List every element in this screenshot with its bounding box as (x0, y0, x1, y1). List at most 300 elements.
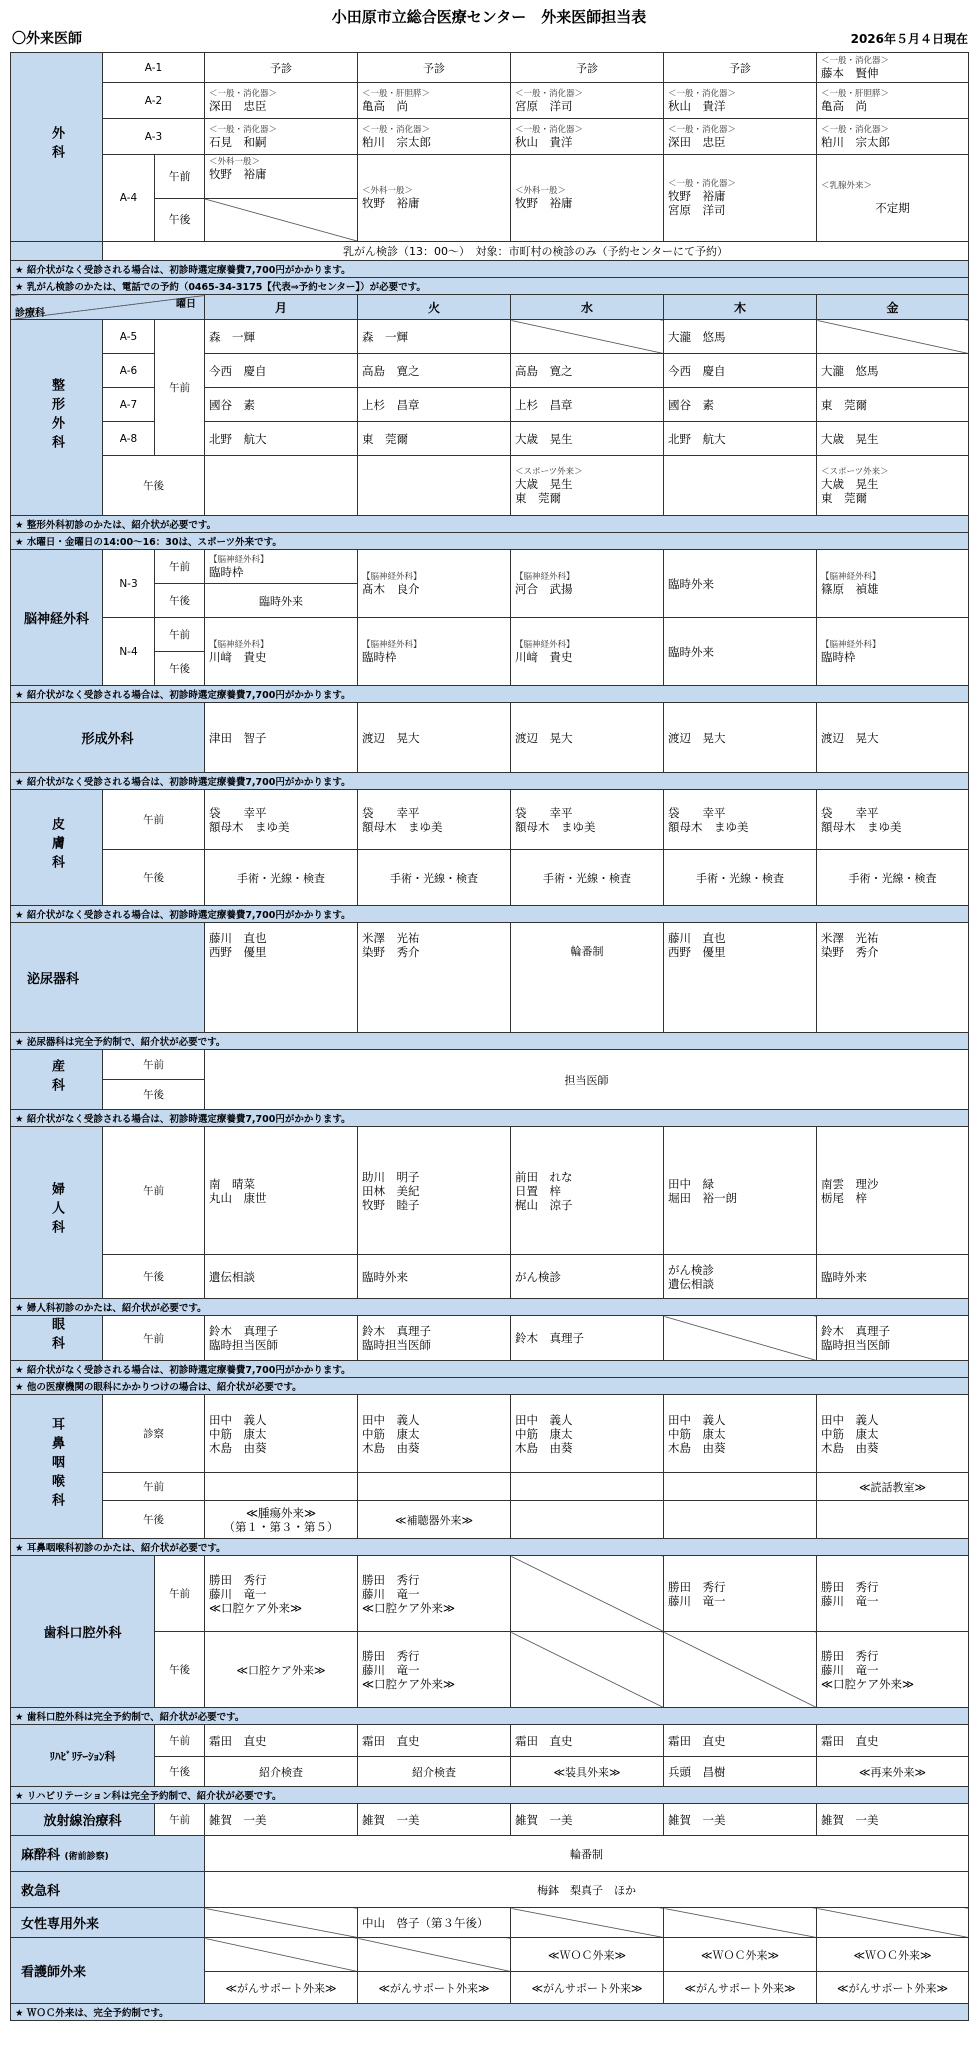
doctor-name: 霜田 直史 (209, 1733, 267, 1748)
doctor-name: 藤川 竜一 (362, 1662, 420, 1677)
doctor-name: 南 晴菜 (209, 1176, 256, 1191)
doctor-name: 今西 慶自 (209, 363, 267, 378)
schedule-cell: ≪ＷＯＣ外来≫ (664, 1938, 817, 1972)
doctor-name: 勝田 秀行 (209, 1572, 267, 1587)
schedule-cell (817, 1804, 969, 1836)
doctor-name: 秋山 貴洋 (668, 98, 726, 113)
specialty-tag: ＜スポーツ外来＞ (515, 466, 583, 477)
schedule-cell (817, 320, 969, 354)
slot-label: A-5 (103, 320, 155, 354)
doctor-name: ≪口腔ケア外来≫ (362, 1600, 456, 1615)
schedule-cell (511, 618, 664, 686)
schedule-cell (664, 83, 817, 119)
schedule-cell (664, 618, 817, 686)
table-row (11, 83, 969, 119)
dept-label: 脳神経外科 (11, 550, 103, 686)
schedule-cell (511, 1804, 664, 1836)
note-text: ★ ＷＯＣ外来は、完全予約制です。 (11, 2004, 969, 2021)
schedule-cell (358, 354, 511, 388)
doctor-name: 渡辺 晃大 (668, 730, 726, 745)
specialty-tag: ＜一般・消化器＞ (515, 124, 584, 135)
doctor-name: 宮原 洋司 (668, 203, 726, 217)
schedule-cell (664, 1316, 817, 1361)
schedule-cell: 手術・光線・検査 (664, 850, 817, 906)
doctor-name: 額母木 まゆ美 (362, 819, 443, 834)
doctor-name: 川﨑 貴史 (515, 649, 573, 664)
schedule-cell: 予診 (358, 53, 511, 83)
doctor-name: 中山 啓子（第３午後） (362, 1915, 489, 1930)
schedule-cell (205, 155, 358, 242)
schedule-cell: 手術・光線・検査 (205, 850, 358, 906)
doctor-name: ≪腫瘍外来≫ (245, 1505, 317, 1520)
schedule-cell (664, 1473, 817, 1501)
slot-label: 午前 (103, 790, 205, 850)
note-text: ★ 紹介状がなく受診される場合は、初診時選定療養費7,700円がかかります。 (11, 261, 969, 278)
doctor-name: 大歳 晃生 (821, 476, 879, 491)
slot-label: 午後 (155, 652, 205, 686)
doctor-name: 袋 幸平 (362, 805, 420, 820)
schedule-cell (358, 1473, 511, 1501)
slot-label: A-2 (103, 83, 205, 119)
doctor-name: 津田 智子 (209, 730, 267, 745)
doctor-name: 栃尾 梓 (821, 1190, 868, 1205)
doctor-name: 深田 忠臣 (209, 98, 267, 113)
doctor-name: 川﨑 貴史 (209, 649, 267, 664)
doctor-name: 臨時外来 (362, 1269, 409, 1284)
schedule-cell: ≪がんサポート外来≫ (205, 1972, 358, 2004)
doctor-name: 袋 幸平 (821, 805, 879, 820)
doctor-name: 臨時担当医師 (209, 1338, 279, 1352)
doctor-name: 國谷 素 (668, 397, 715, 412)
slot-label: 午後 (103, 850, 205, 906)
schedule-cell (664, 1757, 817, 1787)
schedule-cell (511, 1632, 664, 1708)
doctor-name: 大歳 晃生 (821, 431, 879, 446)
schedule-cell (511, 1556, 664, 1632)
schedule-cell: ≪がんサポート外来≫ (511, 1972, 664, 2004)
doctor-name: 田中 義人 (515, 1412, 573, 1427)
doctor-name: がん検診 (668, 1262, 715, 1277)
doctor-name: 今西 慶自 (668, 363, 726, 378)
note-text: ★ 乳がん検診のかたは、電話での予約（0465-34-3175【代表⇒予約センター】）が必要です。 (11, 278, 969, 295)
day-header: 水 (511, 295, 664, 320)
slot-label: 午前 (103, 1316, 205, 1361)
doctor-name: （第１・第３・第５） (223, 1519, 339, 1534)
slot-label: 午前 (155, 1804, 205, 1836)
doctor-name: 大瀧 悠馬 (821, 363, 879, 378)
note-text: ★ 紹介状がなく受診される場合は、初診時選定療養費7,700円がかかります。 (11, 1110, 969, 1127)
schedule-cell (817, 618, 969, 686)
schedule-cell (817, 155, 969, 242)
doctor-name: 大歳 晃生 (515, 431, 573, 446)
schedule-cell: ≪装具外来≫ (511, 1757, 664, 1787)
day-header: 火 (358, 295, 511, 320)
schedule-cell (358, 119, 511, 155)
schedule-cell (205, 354, 358, 388)
doctor-name: 北野 航大 (668, 431, 726, 446)
schedule-cell (511, 155, 664, 242)
specialty-tag: 【脳神経外科】 (209, 554, 269, 565)
note-text: ★ 整形外科初診のかたは、紹介状が必要です。 (11, 516, 969, 533)
schedule-cell: 輪番制 (205, 1836, 969, 1872)
schedule-cell (511, 1908, 664, 1938)
specialty-tag: 【脳神経外科】 (362, 639, 422, 650)
specialty-tag: ＜一般・消化器＞ (209, 88, 278, 99)
specialty-tag: 【脳神経外科】 (821, 571, 881, 582)
doctor-name: 河合 武揚 (515, 581, 573, 596)
schedule-cell (664, 119, 817, 155)
slot-label: 午前 (103, 1127, 205, 1255)
schedule-cell: ≪がんサポート外来≫ (664, 1972, 817, 2004)
doctor-name: 不定期 (875, 201, 910, 215)
doctor-name: 木島 由葵 (821, 1440, 879, 1455)
schedule-cell: ≪読話教室≫ (817, 1473, 969, 1501)
schedule-cell (511, 320, 664, 354)
schedule-cell (664, 1556, 817, 1632)
schedule-cell (817, 1127, 969, 1255)
schedule-cell (817, 354, 969, 388)
slot-label: 午後 (155, 1757, 205, 1787)
schedule-cell (358, 1316, 511, 1361)
schedule-cell (358, 1938, 511, 1972)
slot-label: A-7 (103, 388, 155, 422)
dept-surgery: 外科 (11, 53, 103, 242)
schedule-cell (205, 1501, 358, 1539)
schedule-cell (205, 1395, 358, 1473)
section-label: 〇外来医師 (12, 31, 82, 47)
specialty-tag: ＜スポーツ外来＞ (821, 466, 889, 477)
doctor-name: 兵頭 昌樹 (668, 1764, 726, 1779)
schedule-cell: 乳がん検診（13：00～） 対象：市町村の検診のみ（予約センターにて予約） (103, 242, 969, 261)
schedule-cell (664, 1632, 817, 1708)
doctor-name: 袋 幸平 (668, 805, 726, 820)
doctor-name: 染野 秀介 (821, 945, 879, 959)
specialty-tag: ＜外科一般＞ (515, 186, 567, 196)
doctor-name: 粕川 宗太郎 (362, 134, 432, 149)
schedule-cell (205, 1556, 358, 1632)
schedule-cell (358, 1908, 511, 1938)
specialty-tag: ＜乳腺外来＞ (821, 181, 873, 191)
schedule-cell: 手術・光線・検査 (817, 850, 969, 906)
schedule-cell (205, 1473, 358, 1501)
doctor-name: 額母木 まゆ美 (668, 819, 749, 834)
doctor-name: 髙木 良介 (362, 581, 420, 596)
dept-label: 皮膚科 (11, 790, 103, 906)
slot-label: 診察 (103, 1395, 205, 1473)
doctor-name: 遺伝相談 (209, 1269, 256, 1284)
doctor-name: 田中 義人 (821, 1412, 879, 1427)
schedule-cell (511, 354, 664, 388)
slot-label: 午後 (155, 584, 205, 618)
doctor-name: 大歳 晃生 (515, 476, 573, 491)
doctor-name: 鈴木 真理子 (209, 1324, 279, 1338)
slot-label: A-4 (103, 155, 155, 242)
schedule-cell (664, 703, 817, 773)
dept-label: 整形外科 (11, 320, 103, 516)
doctor-name: 藤川 竜一 (821, 1662, 879, 1677)
doctor-name: 東 莞爾 (821, 397, 868, 412)
schedule-cell: 梅鉢 梨真子 ほか (205, 1872, 969, 1908)
schedule-cell: ≪口腔ケア外来≫ (205, 1632, 358, 1708)
schedule-cell (817, 53, 969, 83)
schedule-cell (511, 1395, 664, 1473)
doctor-name: 額母木 まゆ美 (515, 819, 596, 834)
dept-label: 歯科口腔外科 (11, 1556, 155, 1708)
doctor-name: 西野 優里 (209, 945, 267, 959)
slot-label: A-1 (103, 53, 205, 83)
schedule-cell (817, 1395, 969, 1473)
dept-label: 耳鼻咽喉科 (11, 1395, 103, 1539)
schedule-cell (817, 456, 969, 516)
specialty-tag: ＜一般・肝胆膵＞ (821, 88, 890, 99)
slot-label: A-8 (103, 422, 155, 456)
schedule-cell (511, 1501, 664, 1539)
schedule-cell (358, 1804, 511, 1836)
slot-label: 午後 (103, 1080, 205, 1110)
slot-label: 午後 (103, 1255, 205, 1299)
doctor-name: 田林 美紀 (362, 1183, 420, 1198)
doctor-name: 牧野 裕庸 (515, 196, 573, 210)
doctor-name: ≪口腔ケア外来≫ (362, 1676, 456, 1691)
schedule-cell (358, 790, 511, 850)
schedule-cell (511, 422, 664, 456)
schedule-cell (511, 1725, 664, 1757)
doctor-name: 木島 由葵 (668, 1440, 726, 1455)
doctor-name: 鈴木 真理子 (362, 1324, 432, 1338)
dept-label: 女性専用外来 (11, 1908, 205, 1938)
schedule-cell (205, 550, 358, 584)
doctor-name: 袋 幸平 (209, 805, 267, 820)
table-row (11, 242, 969, 261)
note-text: ★ 紹介状がなく受診される場合は、初診時選定療養費7,700円がかかります。 (11, 773, 969, 790)
doctor-name: 臨時担当医師 (821, 1338, 891, 1352)
doctor-name: 亀高 尚 (821, 98, 868, 113)
schedule-cell: ≪補聴器外来≫ (358, 1501, 511, 1539)
schedule-cell (511, 1473, 664, 1501)
schedule-cell: 手術・光線・検査 (358, 850, 511, 906)
doctor-name: 藤川 直也 (668, 931, 726, 945)
doctor-name: 北野 航大 (209, 431, 267, 446)
slot-label: 午前 (103, 1473, 205, 1501)
doctor-name: 鈴木 真理子 (515, 1331, 585, 1345)
doctor-name: 遺伝相談 (668, 1276, 715, 1291)
schedule-cell (511, 1127, 664, 1255)
schedule-cell (664, 456, 817, 516)
doctor-name: 東 莞爾 (821, 490, 868, 505)
slot-label: N-3 (103, 550, 155, 618)
specialty-tag: 【脳神経外科】 (362, 571, 422, 582)
schedule-cell (664, 1255, 817, 1299)
slot-label: 午後 (155, 1632, 205, 1708)
doctor-name: 雑賀 一美 (668, 1812, 726, 1827)
doctor-name: 臨時枠 (362, 649, 397, 664)
schedule-cell (205, 1316, 358, 1361)
schedule-cell (817, 1316, 969, 1361)
schedule-cell (817, 422, 969, 456)
doctor-name: 宮原 洋司 (515, 98, 573, 113)
slot-label: 午前 (155, 1556, 205, 1632)
doctor-name: 上杉 昌章 (515, 397, 573, 412)
note-text: ★ 耳鼻咽喉科初診のかたは、紹介状が必要です。 (11, 1539, 969, 1556)
doctor-name: 雑賀 一美 (515, 1812, 573, 1827)
schedule-cell (664, 790, 817, 850)
schedule-cell (817, 1556, 969, 1632)
schedule-cell (817, 388, 969, 422)
slot-label: A-6 (103, 354, 155, 388)
schedule-cell (205, 790, 358, 850)
schedule-cell (358, 388, 511, 422)
slot-label: A-3 (103, 119, 205, 155)
note-text: ★ 婦人科初診のかたは、紹介状が必要です。 (11, 1299, 969, 1316)
doctor-name: 木島 由葵 (362, 1440, 420, 1455)
schedule-cell: 紹介検査 (358, 1757, 511, 1787)
doctor-name: 額母木 まゆ美 (821, 819, 902, 834)
specialty-tag: ＜一般・消化器＞ (209, 124, 278, 135)
note-text: ★ 他の医療機関の眼科にかかりつけの場合は、紹介状が必要です。 (11, 1378, 969, 1395)
schedule-cell: 輪番制 (511, 923, 664, 1033)
doctor-name: 粕川 宗太郎 (821, 134, 891, 149)
dept-label: 婦人科 (11, 1127, 103, 1299)
doctor-name: 森 一輝 (362, 329, 409, 344)
dept-label: 麻酔科 (術前診察) (11, 1836, 205, 1872)
schedule-cell (511, 703, 664, 773)
doctor-name: 勝田 秀行 (668, 1579, 726, 1594)
schedule-cell (511, 456, 664, 516)
schedule-cell (817, 1255, 969, 1299)
schedule-cell (205, 388, 358, 422)
doctor-name: 渡辺 晃大 (515, 730, 573, 745)
slot-label: 午前 (155, 618, 205, 652)
schedule-cell: 予診 (205, 53, 358, 83)
schedule-cell (511, 83, 664, 119)
schedule-cell (817, 83, 969, 119)
doctor-name: 藤川 竜一 (209, 1586, 267, 1601)
doctor-name: 梶山 涼子 (515, 1197, 573, 1212)
schedule-cell (358, 1725, 511, 1757)
doctor-name: 霜田 直史 (668, 1733, 726, 1748)
doctor-name: 上杉 昌章 (362, 397, 420, 412)
specialty-tag: ＜外科一般＞ (362, 186, 414, 196)
doctor-name: 額母木 まゆ美 (209, 819, 290, 834)
schedule-cell (817, 1632, 969, 1708)
schedule-cell (664, 320, 817, 354)
slot-label: 午前 (103, 1050, 205, 1080)
dept-label: 眼科 (11, 1316, 103, 1361)
schedule-cell (511, 1316, 664, 1361)
schedule-cell (664, 923, 817, 1033)
schedule-cell (205, 119, 358, 155)
as-of-date: 2026年５月４日現在 (850, 32, 968, 46)
dept-label: 救急科 (11, 1872, 205, 1908)
doctor-name: 森 一輝 (209, 329, 256, 344)
slot-label: 午前 (155, 1725, 205, 1757)
doctor-name: 雑賀 一美 (209, 1812, 267, 1827)
specialty-tag: ＜外科一般＞ (209, 156, 261, 167)
doctor-name: 南雲 理沙 (821, 1176, 879, 1191)
doctor-name: 木島 由葵 (209, 1440, 267, 1455)
schedule-cell (664, 422, 817, 456)
doctor-name: 渡辺 晃大 (362, 730, 420, 745)
note-text: ★ 水曜日・金曜日の14:00～16：30は、スポーツ外来です。 (11, 533, 969, 550)
doctor-name: 亀高 尚 (362, 98, 409, 113)
schedule-cell (358, 550, 511, 618)
doctor-name: 勝田 秀行 (362, 1572, 420, 1587)
doctor-name: 田中 義人 (209, 1412, 267, 1427)
slot-label: 午後 (103, 456, 205, 516)
doctor-name: 米澤 光祐 (821, 931, 879, 945)
schedule-cell (511, 119, 664, 155)
schedule-cell (817, 923, 969, 1033)
day-header-row (11, 295, 969, 320)
dept-label (11, 242, 103, 261)
schedule-cell (205, 83, 358, 119)
specialty-tag: ＜一般・消化器＞ (668, 124, 737, 135)
schedule-cell (664, 1395, 817, 1473)
schedule-cell (358, 703, 511, 773)
doctor-name: 牧野 裕庸 (668, 189, 726, 203)
page-title: 小田原市立総合医療センター 外来医師担当表 (331, 8, 647, 26)
doctor-name: 臨時枠 (821, 649, 856, 664)
doctor-name: 牧野 睦子 (362, 1197, 420, 1212)
doctor-name: 高島 寛之 (515, 363, 573, 378)
doctor-name: ≪口腔ケア外来≫ (209, 1600, 303, 1615)
slot-label: N-4 (103, 618, 155, 686)
schedule-cell (205, 1255, 358, 1299)
schedule-cell (358, 456, 511, 516)
schedule-cell (205, 1938, 358, 1972)
dept-label: 看護師外来 (11, 1938, 205, 2004)
doctor-name: 國谷 素 (209, 397, 256, 412)
doctor-name: 牧野 裕庸 (362, 196, 420, 210)
schedule-cell (817, 1725, 969, 1757)
schedule-cell (664, 1804, 817, 1836)
doctor-name: 東 莞爾 (515, 490, 562, 505)
doctor-name: 秋山 貴洋 (515, 134, 573, 149)
note-text: ★ リハビリテーション科は完全予約制で、紹介状が必要です。 (11, 1787, 969, 1804)
note-text: ★ 歯科口腔外科は完全予約制で、紹介状が必要です。 (11, 1708, 969, 1725)
schedule-cell: ≪がんサポート外来≫ (817, 1972, 969, 2004)
note-text: ★ 泌尿器科は完全予約制で、紹介状が必要です。 (11, 1033, 969, 1050)
note-text: ★ 紹介状がなく受診される場合は、初診時選定療養費7,700円がかかります。 (11, 1361, 969, 1378)
schedule-cell (205, 1725, 358, 1757)
schedule-cell (511, 790, 664, 850)
doctor-name: 牧野 裕庸 (209, 166, 267, 181)
note-text: ★ 紹介状がなく受診される場合は、初診時選定療養費7,700円がかかります。 (11, 686, 969, 703)
doctor-name: ≪口腔ケア外来≫ (821, 1676, 915, 1691)
schedule-cell (664, 388, 817, 422)
schedule-cell (817, 790, 969, 850)
dept-label: 産科 (11, 1050, 103, 1110)
schedule-cell (817, 1908, 969, 1938)
table-row (11, 155, 969, 242)
doctor-name: 中筋 康太 (515, 1426, 573, 1441)
schedule-cell (511, 1255, 664, 1299)
doctor-name: 雑賀 一美 (821, 1812, 879, 1827)
specialty-tag: ＜一般・消化器＞ (821, 124, 890, 135)
schedule-cell: 担当医師 (205, 1050, 969, 1110)
doctor-name: 中筋 康太 (362, 1426, 420, 1441)
schedule-cell: ≪がんサポート外来≫ (358, 1972, 511, 2004)
specialty-tag: ＜一般・消化器＞ (821, 55, 890, 66)
schedule-cell: 午前 午後 (155, 155, 205, 242)
specialty-tag: 【脳神経外科】 (515, 571, 575, 582)
doctor-name: 西野 優里 (668, 945, 726, 959)
doctor-name: がん検診 (515, 1269, 562, 1284)
schedule-cell (358, 422, 511, 456)
schedule-cell (511, 550, 664, 618)
doctor-name: 藤本 賢伸 (821, 65, 879, 80)
schedule-cell: 手術・光線・検査 (511, 850, 664, 906)
